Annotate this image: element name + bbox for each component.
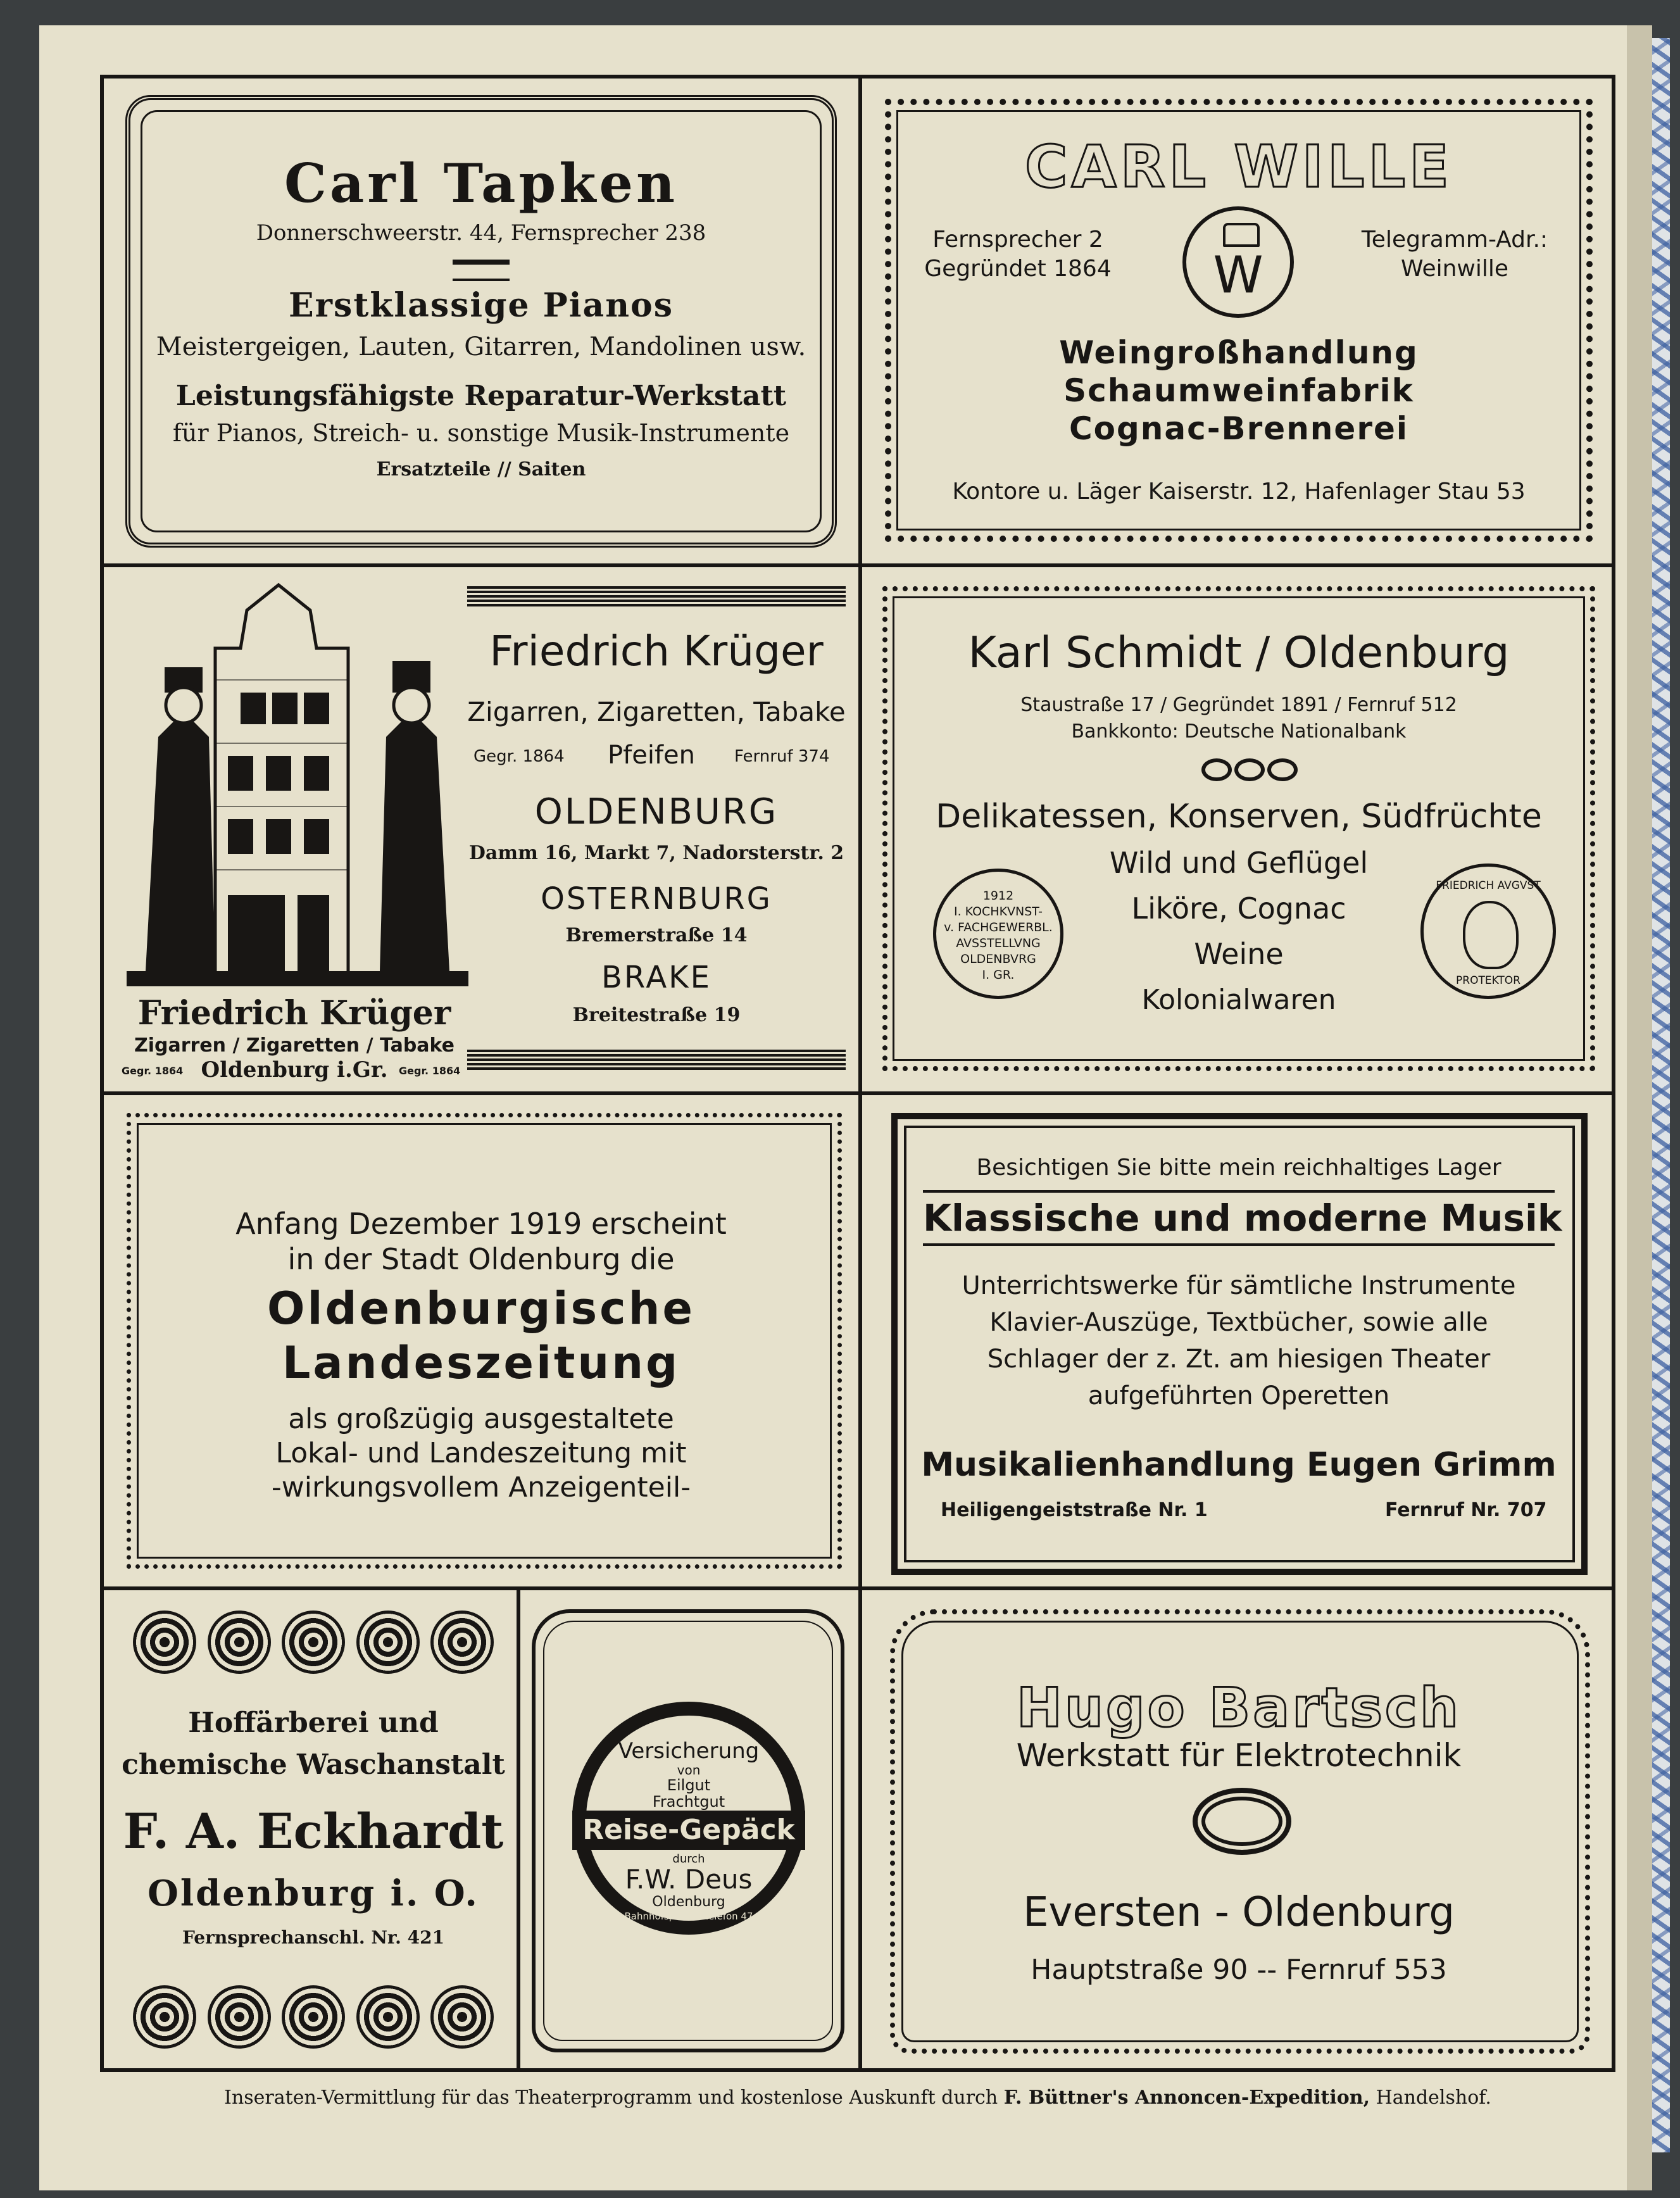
goods-line: Zigarren, Zigaretten, Tabake <box>467 696 846 727</box>
concentric-ring-icon <box>133 1985 196 2049</box>
address-brake: Breitestraße 19 <box>572 1004 741 1026</box>
seal-text-line: v. FACHGEWERBL. <box>944 920 1053 934</box>
goods-line-3: Liköre, Cognac <box>1131 891 1346 926</box>
emblem-name: F.W. Deus <box>625 1864 753 1895</box>
company-name: Karl Schmidt / Oldenburg <box>968 628 1510 678</box>
page-footer <box>100 2087 1615 2109</box>
oval-ornament <box>1193 1788 1291 1855</box>
footer-text: Inseraten-Vermittlung für das Theaterprogramm und kostenlose Auskunft durch <box>224 2087 998 2109</box>
offer-line-4: aufgeführten Operetten <box>1088 1381 1390 1410</box>
company-name: Musikalienhandlung Eugen Grimm <box>921 1446 1557 1484</box>
ad-carl-tapken <box>108 82 855 560</box>
image-caption-founded-right: Gegr. 1864 <box>399 1065 461 1077</box>
grid-line-row1 <box>100 563 1615 567</box>
insurance-emblem <box>572 1702 805 1935</box>
address-osternburg: Bremerstraße 14 <box>565 924 748 946</box>
products-line: Meistergeigen, Lauten, Gitarren, Mandolinen usw. <box>156 332 806 361</box>
parts-line: Ersatzteile // Saiten <box>376 458 586 480</box>
address-line: Hauptstraße 90 -- Fernruf 553 <box>1031 1954 1447 1986</box>
city-osternburg: OSTERNBURG <box>541 881 772 917</box>
phone: Fernruf 374 <box>734 747 830 766</box>
goods-line-4: Weine <box>1194 937 1284 971</box>
emblem-by: durch <box>672 1852 705 1866</box>
description-line-2: Lokal- und Landeszeitung mit <box>275 1437 687 1469</box>
footer-place: Handelshof. <box>1376 2087 1491 2109</box>
crown-icon <box>1223 223 1260 247</box>
city-oldenburg: OLDENBURG <box>534 791 779 832</box>
headline: Klassische und moderne Musik <box>923 1190 1555 1246</box>
ad-carl-wille <box>866 82 1612 560</box>
telegram-name: Weinwille <box>1400 256 1509 282</box>
top-rule <box>467 586 846 606</box>
intro-line-2: in der Stadt Oldenburg die <box>287 1242 675 1276</box>
headline: Erstklassige Pianos <box>289 286 674 325</box>
medal-top-text: FRIEDRICH AVGVST <box>1436 879 1541 892</box>
building-with-figures-illustration <box>120 572 475 990</box>
bank-line: Bankkonto: Deutsche Nationalbank <box>1071 720 1407 743</box>
crown-monogram-logo <box>1182 206 1294 318</box>
concentric-ring-icon <box>208 1611 271 1674</box>
description-line-1: als großzügig ausgestaltete <box>288 1403 674 1435</box>
concentric-ring-icon <box>356 1611 420 1674</box>
grid-line-bottom-left-split <box>517 1590 520 2072</box>
city: Oldenburg i. O. <box>147 1873 479 1914</box>
offer-line-2: Klavier-Auszüge, Textbücher, sowie alle <box>989 1308 1488 1337</box>
pipes: Pfeifen <box>608 741 695 770</box>
address-line: Donnerschweerstr. 44, Fernsprecher 238 <box>256 220 706 246</box>
ad-oldenburgische-landeszeitung <box>108 1099 855 1583</box>
seal-text-line: I. GR. <box>982 968 1015 982</box>
goods-line-5: Kolonialwaren <box>1141 984 1336 1016</box>
seal-text-line: OLDENBVRG <box>960 952 1036 966</box>
concentric-ring-icon <box>430 1611 494 1674</box>
goods-line-2: Wild und Geflügel <box>1109 846 1369 880</box>
phone-line: Fernsprecher 2 <box>932 227 1103 253</box>
seal-text-line: I. KOCHKVNST- <box>953 905 1043 919</box>
location-line: Eversten - Oldenburg <box>1023 1889 1455 1936</box>
grid-line-vertical <box>858 75 862 2072</box>
telegram-line: Telegramm-Adr.: <box>1361 227 1548 253</box>
company-name: F. A. Eckhardt <box>123 1803 504 1859</box>
business-line-1: Weingroßhandlung <box>1059 334 1419 371</box>
emblem-address: Bahnhofsplatz 8 Telefon 47 <box>624 1911 753 1922</box>
address-line: Staustraße 17 / Gegründet 1891 / Fernruf 512 <box>1020 694 1457 716</box>
description-line-3: -wirkungsvollem Anzeigenteil- <box>271 1471 691 1504</box>
divider-ornament <box>453 260 510 281</box>
triple-ring-ornament <box>1200 758 1299 781</box>
emblem-top-text: Versicherung <box>618 1738 760 1764</box>
business-line-2: Schaumweinfabrik <box>1063 372 1414 409</box>
seal-text-line: 1912 <box>982 889 1014 903</box>
business-line-3: Cognac-Brennerei <box>1069 410 1409 447</box>
logo-letter: W <box>1213 246 1263 305</box>
ring-ornament-row-bottom <box>133 1985 494 2049</box>
instruments-line: für Pianos, Streich- u. sonstige Musik-Instrumente <box>172 419 790 447</box>
emblem-from: von <box>677 1762 701 1778</box>
exhibition-medal-seal <box>933 869 1063 999</box>
ad-eugen-grimm <box>866 1099 1612 1583</box>
service-line-1: Hoffärberei und <box>188 1707 439 1739</box>
image-caption-name: Friedrich Krüger <box>137 994 451 1033</box>
emblem-city: Oldenburg <box>652 1894 725 1910</box>
company-name: Friedrich Krüger <box>489 627 824 675</box>
ad-friedrich-krueger <box>108 571 855 1088</box>
emblem-express: Eilgut <box>667 1776 711 1794</box>
ring-ornament-row-top <box>133 1611 494 1674</box>
phone: Fernsprechanschl. Nr. 421 <box>182 1927 445 1948</box>
service-line-2: chemische Waschanstalt <box>122 1749 505 1781</box>
ad-fw-deus <box>522 1594 855 2069</box>
intro-line-1: Anfang Dezember 1919 erscheint <box>235 1207 727 1241</box>
image-caption-city: Oldenburg i.Gr. <box>201 1057 388 1083</box>
protector-portrait-medal <box>1420 864 1556 999</box>
bottom-rule <box>467 1050 846 1070</box>
trade-line: Werkstatt für Elektrotechnik <box>1016 1737 1462 1774</box>
company-name: Hugo Bartsch <box>1016 1676 1462 1740</box>
newspaper-title-1: Oldenburgische <box>267 1283 695 1334</box>
concentric-ring-icon <box>430 1985 494 2049</box>
newspaper-title-2: Landeszeitung <box>282 1337 680 1389</box>
concentric-ring-icon <box>356 1985 420 2049</box>
address-oldenburg: Damm 16, Markt 7, Nadorsterstr. 2 <box>468 842 844 864</box>
company-name: Carl Tapken <box>284 152 679 215</box>
medal-bottom-text: PROTEKTOR <box>1456 974 1520 987</box>
seal-text-line: AVSSTELLVNG <box>956 936 1041 950</box>
founded-line: Gegründet 1864 <box>924 256 1112 282</box>
offer-line-1: Unterrichtswerke für sämtliche Instrumente <box>962 1271 1516 1300</box>
company-name: CARL WILLE <box>1024 133 1453 201</box>
grid-line-row2 <box>100 1091 1615 1095</box>
ad-hugo-bartsch <box>866 1594 1612 2069</box>
concentric-ring-icon <box>208 1985 271 2049</box>
page-edge <box>1627 25 1652 2190</box>
footer-line: Kontore u. Läger Kaiserstr. 12, Hafenlager Stau 53 <box>952 479 1526 505</box>
concentric-ring-icon <box>282 1985 345 2049</box>
grid-line-row3 <box>100 1586 1615 1590</box>
workshop-line: Leistungsfähigste Reparatur-Werkstatt <box>175 380 787 412</box>
phone: Fernruf Nr. 707 <box>1385 1499 1547 1521</box>
image-caption-founded-left: Gegr. 1864 <box>122 1065 184 1077</box>
emblem-freight: Frachtgut <box>652 1793 725 1811</box>
portrait-profile-icon <box>1463 901 1519 969</box>
concentric-ring-icon <box>133 1611 196 1674</box>
address: Heiligengeiststraße Nr. 1 <box>941 1499 1208 1521</box>
image-caption-goods: Zigarren / Zigaretten / Tabake <box>134 1034 455 1057</box>
intro-line: Besichtigen Sie bitte mein reichhaltiges Lager <box>976 1155 1501 1181</box>
founded: Gegr. 1864 <box>473 747 565 766</box>
emblem-band: Reise-Gepäck <box>572 1811 805 1850</box>
offer-line-3: Schlager der z. Zt. am hiesigen Theater <box>987 1345 1491 1374</box>
ad-fa-eckhardt <box>108 1594 519 2069</box>
goods-line-1: Delikatessen, Konserven, Südfrüchte <box>936 798 1542 836</box>
concentric-ring-icon <box>282 1611 345 1674</box>
ad-karl-schmidt <box>866 571 1612 1088</box>
footer-agency: F. Büttner's Annoncen-Expedition, <box>1003 2087 1370 2109</box>
city-brake: BRAKE <box>601 960 711 995</box>
